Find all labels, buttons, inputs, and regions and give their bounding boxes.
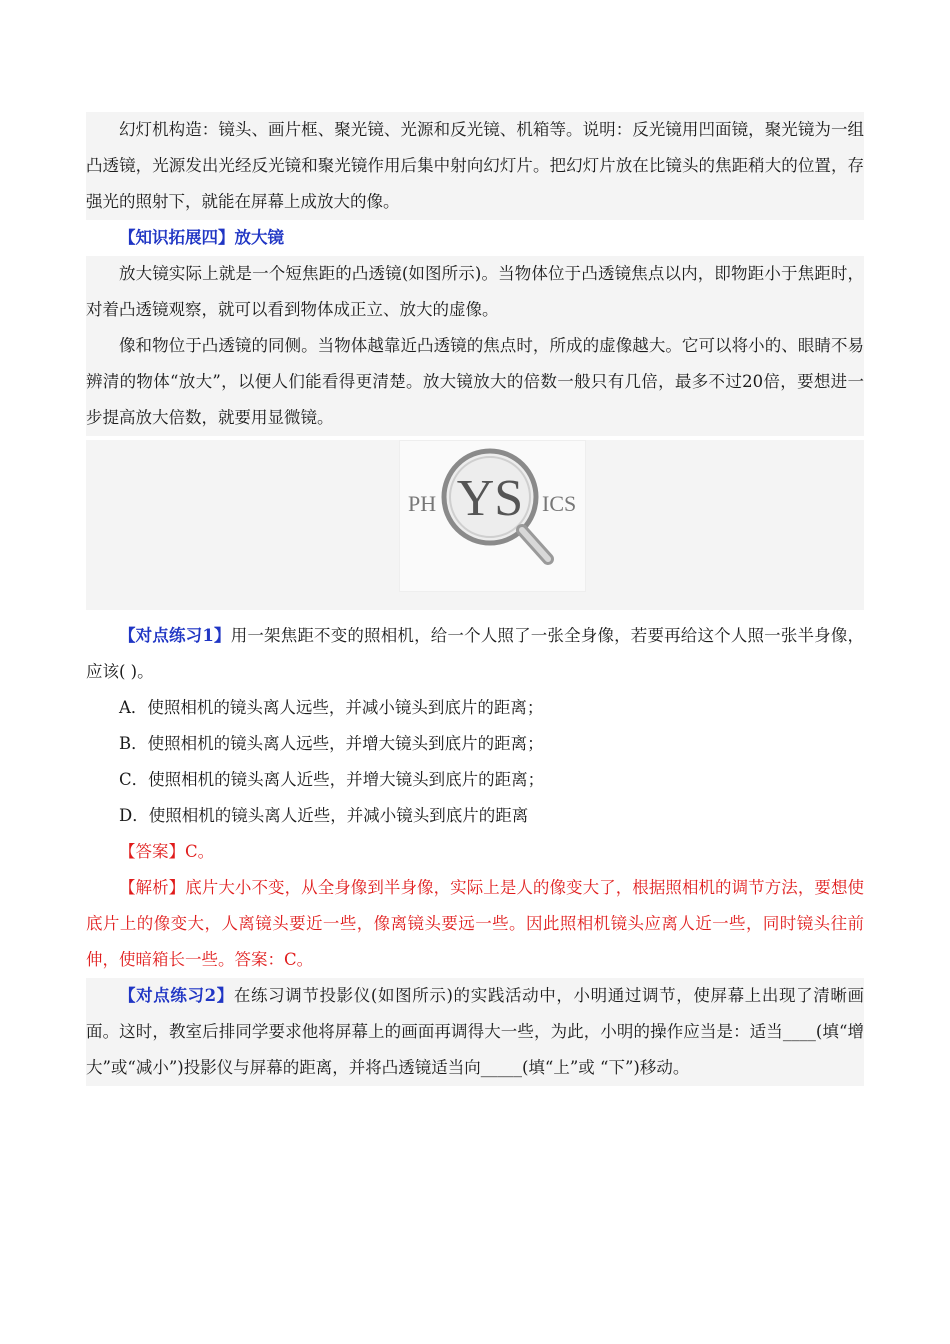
magnifier-paragraph-2: 像和物位于凸透镜的同侧。当物体越靠近凸透镜的焦点时，所成的虚像越大。它可以将小的、眼睛不易辨清的物体“放大”，以便人们能看得更清楚。放大镜放大的倍数一般只有几倍，最多不过20倍，要想进一步提高放大倍数，就要用显微镜。 — [86, 328, 864, 436]
exercise1-text: 用一架焦距不变的照相机，给一个人照了一张全身像，若要再给这个人照一张半身像，应该( )。 — [86, 626, 865, 681]
projector-paragraph: 幻灯机构造：镜头、画片框、聚光镜、光源和反光镜、机箱等。说明：反光镜用凹面镜，聚光镜为一组凸透镜，光源发出光经反光镜和聚光镜作用后集中射向幻灯片。把幻灯片放在比镜头的焦距稍大的位置，存强光的照射下，就能在屏幕上成放大的像。 — [86, 112, 864, 220]
exercise1-option-c: C．使照相机的镜头离人近些，并增大镜头到底片的距离； — [119, 770, 545, 789]
figure-center-text: YS — [456, 470, 524, 527]
exercise2-tag: 【对点练习2】 — [119, 986, 234, 1005]
section-heading — [86, 220, 864, 256]
answer-text: C。 — [185, 842, 215, 861]
exercise1-tag: 【对点练习1】 — [119, 626, 231, 645]
magnifier-paragraph-1: 放大镜实际上就是一个短焦距的凸透镜(如图所示)。当物体位于凸透镜焦点以内，即物距小于焦距时，对着凸透镜观察，就可以看到物体成正立、放大的虚像。 — [86, 256, 864, 328]
answer-tag: 【答案】 — [119, 842, 185, 861]
exercise1-answer — [86, 834, 864, 870]
magnifier-figure — [399, 440, 586, 592]
exercise1-option-a: A．使照相机的镜头离人远些，并减小镜头到底片的距离； — [119, 698, 544, 717]
exercise2-question — [86, 978, 864, 1086]
analysis-tag: 【解析】 — [119, 878, 186, 897]
figure-left-text: PH — [408, 491, 437, 516]
magnifier-illustration — [400, 441, 585, 591]
section-tag: 【知识拓展四】 — [119, 228, 235, 247]
exercise1-analysis — [86, 870, 864, 978]
section-title: 放大镜 — [234, 228, 284, 247]
exercise1-option-b: B．使照相机的镜头离人远些，并增大镜头到底片的距离； — [119, 734, 544, 753]
exercise1-option-d: D．使照相机的镜头离人近些，并减小镜头到底片的距离 — [119, 806, 529, 825]
document-page — [86, 112, 864, 1086]
figure-right-text: ICS — [542, 491, 577, 516]
figure-block — [86, 440, 864, 610]
exercise1-question — [86, 618, 864, 690]
analysis-text: 底片大小不变，从全身像到半身像，实际上是人的像变大了，根据照相机的调节方法，要想使底片上的像变大，人离镜头要近一些，像离镜头要远一些。因此照相机镜头应离人近一些，同时镜头往前伸，使暗箱长一些。答案：C。 — [86, 878, 865, 969]
exercise2-text: 在练习调节投影仪(如图所示)的实践活动中，小明通过调节，使屏幕上出现了清晰画面。这时，教室后排同学要求他将屏幕上的画面再调得大一些，为此，小明的操作应当是：适当____(填“增大”或“减小”)投影仪与屏幕的距离，并将凸透镜适当向_____(填“上”或 “下”)移动。 — [86, 986, 865, 1077]
